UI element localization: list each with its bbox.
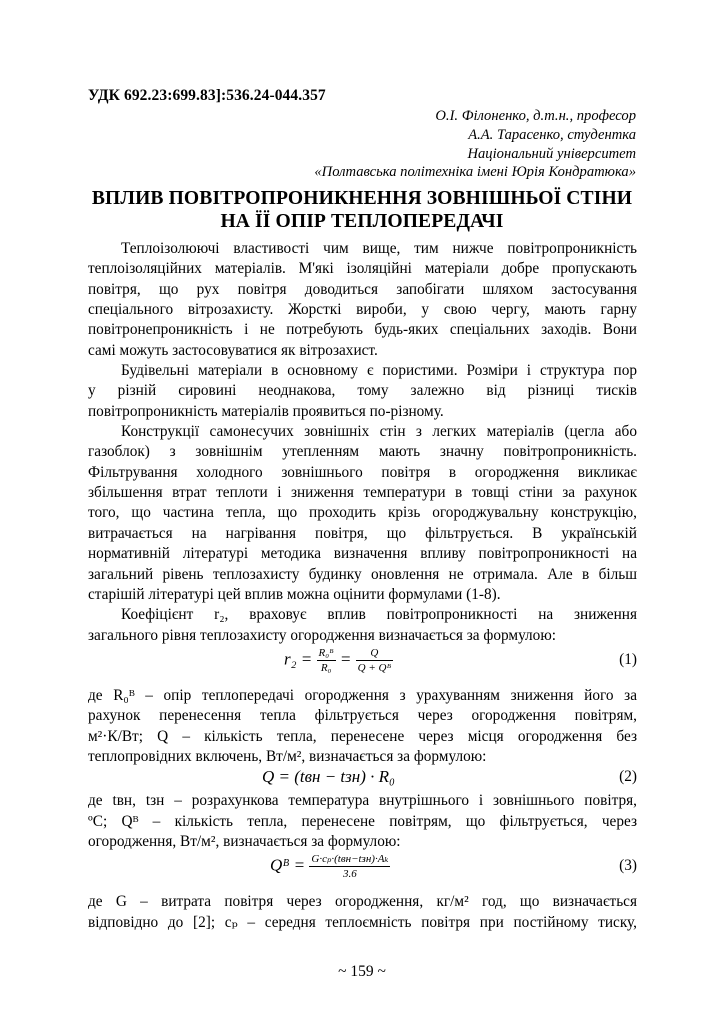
title-line-2: НА ЇЇ ОПІР ТЕПЛОПЕРЕДАЧІ [220, 210, 504, 232]
paper-title [60, 188, 664, 233]
text-line: збільшення втрат теплоти і зниження температури в товщі стіни за рахунок [88, 484, 637, 502]
text-line: огородження, Вт/м², визначається за формулою: [88, 832, 401, 850]
paragraph-4 [88, 605, 637, 646]
fraction: $\frac{\text{R₀ᴮ}}{\text{R₀}}$ [318, 646, 334, 674]
text-line: повітропроникність матеріалів проявиться по-різному. [88, 402, 444, 420]
text-line: де tвн, tзн – розрахункова температура внутрішнього і зовнішнього повітря, [88, 792, 637, 810]
text-line: загальний рівень теплозахисту будинку оновлення не отримала. Але в більш [88, 565, 637, 583]
text-line: газоблок) з зовнішнім утепленням мають значну повітропроникність. [88, 443, 637, 461]
text-line: нормативній літературі методика визначення впливу повітропроникності на [88, 545, 637, 563]
text-line: того, що частина тепла, що проходить крізь огороджувальну конструкцію, [88, 504, 637, 522]
text-line: м²·К/Вт; Q – кількість тепла, перенесене через місця огородження без [88, 727, 637, 745]
author-1: О.І. Філоненко, д.т.н., професор [435, 108, 636, 124]
text-line: Теплоізолюючі властивості чим вище, тим нижче повітропроникність [121, 240, 637, 257]
text-line: повітря, що рух повітря доводиться запобігати шляхом застосування [88, 280, 637, 298]
paragraph-after-eq2 [88, 791, 637, 852]
equation-1-body: r₂ = $\frac{\text{R₀ᴮ}}{\text{R₀}}$ = $\frac{Q}{\text{Q + Qᴮ}}$ [284, 646, 392, 674]
equation-number: (3) [619, 857, 637, 875]
author-block [76, 107, 636, 182]
author-2: А.А. Тарасенко, студентка [468, 126, 636, 143]
text-line: Конструкції самонесучих зовнішніх стін з легких матеріалів (цегла або [121, 423, 637, 441]
affiliation-line-2: «Полтавська політехніка імені Юрія Кондратюка» [314, 164, 636, 181]
text-line: Коефіцієнт r₂, враховує вплив повітропроникності на зниження [121, 606, 637, 624]
text-line: загального рівня теплозахисту огородження визначається за формулою: [88, 626, 557, 644]
paragraph-2 [88, 361, 637, 422]
equation-2-body: Q = (tвн − tзн) · R₀ [262, 767, 395, 787]
text-line: де G – витрата повітря через огородження, кг/м² год, що визначається [88, 893, 637, 911]
udc-code: УДК 692.23:699.83]:536.24-044.357 [88, 87, 326, 104]
paragraph-after-eq3 [88, 892, 637, 933]
equation-number: (2) [619, 768, 637, 786]
text-line: старішій літературі цей вплив можна оцінити формулами (1-8). [88, 585, 501, 603]
text-line: у різній сировині неоднакова, тому залежно від різниці тисків [88, 382, 637, 400]
text-line: рахунок перенесення тепла фільтрується через огородження повітрям, [88, 707, 637, 725]
page-number: ~ 159 ~ [338, 963, 386, 980]
text-line: теплопровідних включень, Вт/м², визначається за формулою: [88, 747, 487, 765]
paragraph-3 [88, 422, 637, 605]
equation-3 [88, 852, 637, 892]
paragraph-1 [88, 239, 637, 361]
text-line: повітронепроникність і не потребують будь-яких спеціальних заходів. Вони [88, 321, 637, 339]
text-line: Будівельні матеріали в основному є пористими. Розміри і структура пор [121, 362, 637, 380]
text-line: самі можуть застосовуватися як вітрозахист. [88, 341, 378, 359]
equation-2 [88, 767, 637, 791]
text-line: ºС; Qᴮ – кількість тепла, перенесене повітрям, що фільтрується, через [88, 812, 637, 830]
text-line: відповідно до [2]; cₚ – середня теплоємність повітря при постійному тиску, [88, 913, 637, 931]
title-line-1: ВПЛИВ ПОВІТРОПРОНИКНЕННЯ ЗОВНІШНЬОЇ СТІНИ [91, 188, 633, 209]
paper-body [88, 239, 637, 933]
text-line: де R₀ᴮ – опір теплопередачі огородження з урахуванням зниження його за [88, 686, 637, 704]
equation-3-body: Qᴮ = $\frac{\text{G·cₚ·(tвн−tзн)·Aₖ}}{3.6}$ [270, 853, 389, 881]
fraction: $\frac{\text{G·cₚ·(tвн−tзн)·Aₖ}}{3.6}$ [311, 853, 389, 881]
affiliation-line-1: Національний університет [467, 145, 636, 162]
text-line: витрачається на нагрівання повітря, що фільтрується. В українській [88, 524, 637, 542]
text-line: теплоізоляційних матеріалів. М'які ізоляційні матеріали добре пропускають [88, 260, 637, 278]
equation-number: (1) [619, 650, 637, 668]
text-line: спеціального вітрозахисту. Жорсткі вироби, у свою чергу, мають гарну [88, 301, 637, 319]
equation-1 [88, 646, 637, 686]
text-line: Фільтрування холодного зовнішнього повітря в огородження викликає [88, 463, 637, 481]
fraction: $\frac{Q}{\text{Q + Qᴮ}}$ [357, 646, 392, 674]
paragraph-after-eq1 [88, 686, 637, 767]
